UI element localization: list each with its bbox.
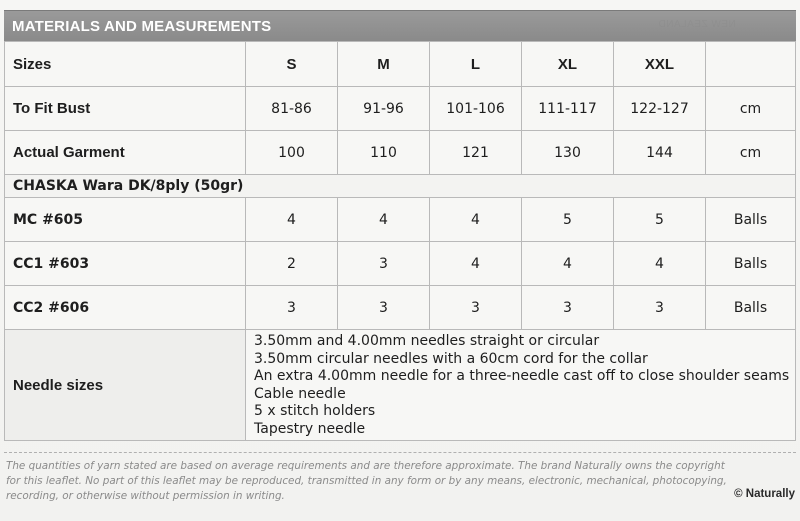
value-cell: 4	[614, 242, 706, 286]
value-cell: 3	[246, 286, 338, 330]
table-row-cc2	[5, 286, 796, 330]
unit-cell	[706, 42, 796, 87]
value-cell: 144	[614, 131, 706, 175]
value-cell: 111-117	[522, 87, 614, 131]
needle-item: An extra 4.00mm needle for a three-needle cast off to close shoulder seams	[254, 368, 790, 384]
value-cell: 110	[338, 131, 430, 175]
unit-cell: Balls	[706, 242, 796, 286]
value-cell: 4	[338, 198, 430, 242]
needle-item: Tapestry needle	[254, 420, 366, 437]
value-cell: 100	[246, 131, 338, 175]
value-cell: 3	[430, 286, 522, 330]
value-cell: 81-86	[246, 87, 338, 131]
needle-item: 3.50mm and 4.00mm needles straight or circular	[254, 333, 600, 349]
needle-item: 3.50mm circular needles with a 60cm cord for the collar	[254, 350, 648, 367]
table-row-mc	[5, 198, 796, 242]
size-cell: L	[430, 42, 522, 87]
table-row-garment	[5, 131, 796, 175]
notice-line: recording, or otherwise without permission in writing.	[6, 490, 285, 502]
unit-cell: cm	[706, 131, 796, 175]
size-cell: XL	[522, 42, 614, 87]
value-cell: 3	[614, 286, 706, 330]
copyright-mark: © Naturally	[734, 488, 795, 500]
needle-list	[246, 330, 796, 441]
bleed-through-text: NEW ZEALAND	[658, 19, 736, 30]
unit-cell: Balls	[706, 286, 796, 330]
value-cell: 122-127	[614, 87, 706, 131]
needle-item: 5 x stitch holders	[254, 403, 376, 419]
row-label: CC2 #606	[5, 286, 246, 330]
value-cell: 5	[614, 198, 706, 242]
copyright-notice	[6, 459, 796, 504]
table-row-bust	[5, 87, 796, 131]
value-cell: 4	[430, 242, 522, 286]
value-cell: 3	[338, 242, 430, 286]
row-label: MC #605	[5, 198, 246, 242]
size-cell: M	[338, 42, 430, 87]
row-label: CC1 #603	[5, 242, 246, 286]
unit-cell: cm	[706, 87, 796, 131]
section-title: MATERIALS AND MEASUREMENTS	[12, 18, 272, 35]
value-cell: 121	[430, 131, 522, 175]
value-cell: 3	[522, 286, 614, 330]
row-label: Actual Garment	[5, 131, 246, 175]
notice-line: for this leaflet. No part of this leaflet may be reproduced, transmitted in any form or by any means, electronic, mechanical, photocopying,	[6, 475, 727, 487]
value-cell: 101-106	[430, 87, 522, 131]
value-cell: 3	[338, 286, 430, 330]
footer-divider	[4, 452, 796, 453]
value-cell: 5	[522, 198, 614, 242]
value-cell: 2	[246, 242, 338, 286]
value-cell: 4	[430, 198, 522, 242]
table-row-cc1	[5, 242, 796, 286]
table-row-sizes	[5, 42, 796, 87]
notice-line: The quantities of yarn stated are based on average requirements and are therefore approximate. The brand Naturally owns the copyright	[6, 460, 725, 472]
yarn-title: CHASKA Wara DK/8ply (50gr)	[5, 175, 796, 198]
unit-cell: Balls	[706, 198, 796, 242]
value-cell: 91-96	[338, 87, 430, 131]
section-header	[4, 10, 796, 41]
row-label: Sizes	[5, 42, 246, 87]
needle-item: Cable needle	[254, 385, 346, 402]
value-cell: 130	[522, 131, 614, 175]
row-label: To Fit Bust	[5, 87, 246, 131]
size-cell: S	[246, 42, 338, 87]
table-row-needles	[5, 330, 796, 441]
row-label: Needle sizes	[5, 330, 246, 441]
value-cell: 4	[522, 242, 614, 286]
materials-table	[4, 41, 796, 441]
size-cell: XXL	[614, 42, 706, 87]
value-cell: 4	[246, 198, 338, 242]
table-row-yarn-title	[5, 175, 796, 198]
